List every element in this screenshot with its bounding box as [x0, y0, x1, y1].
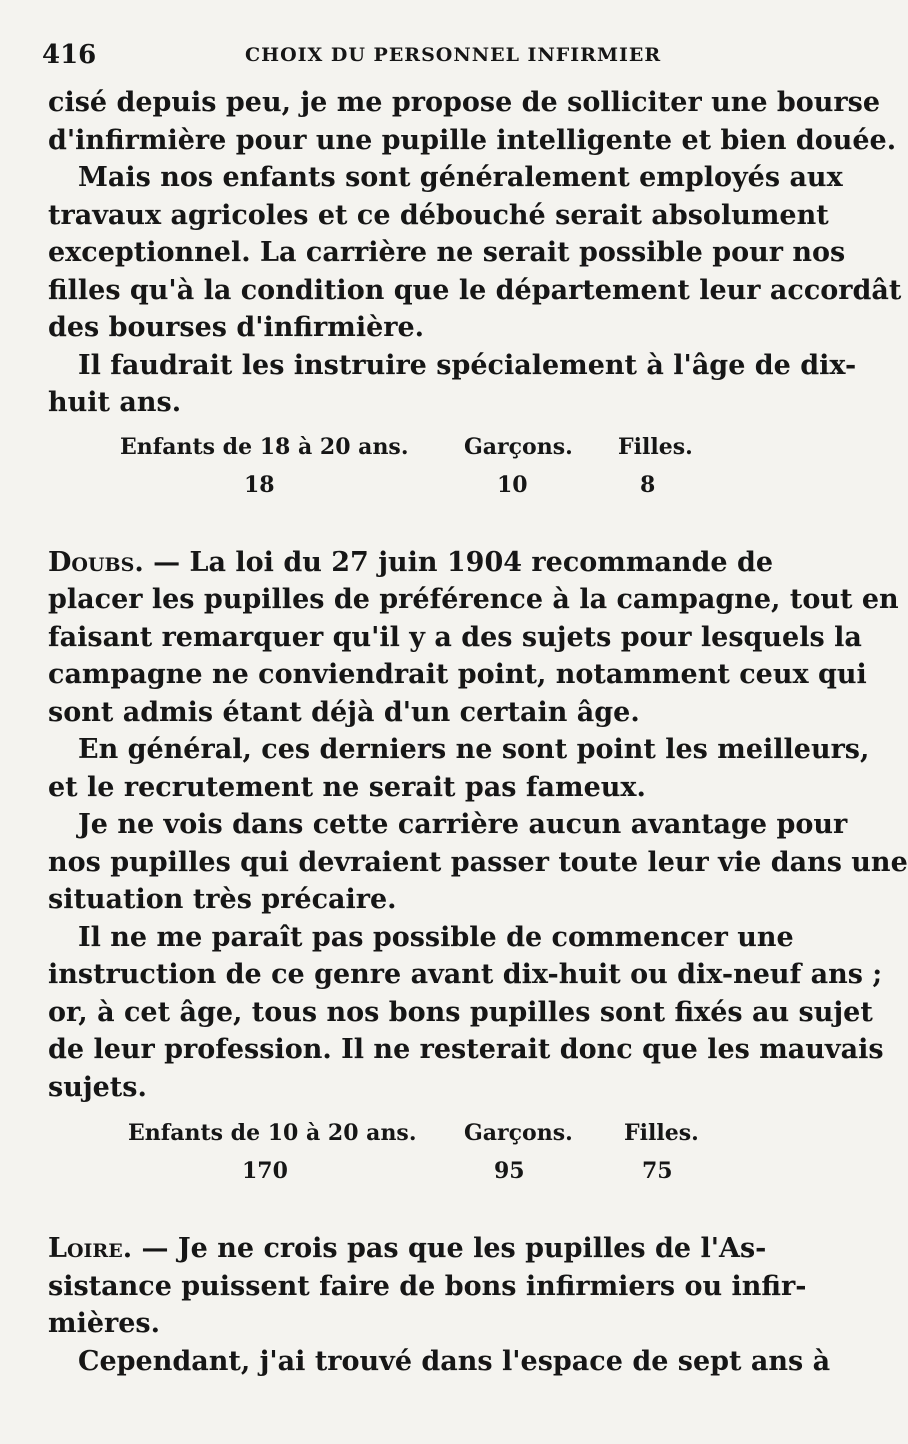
text-line: huit ans. [48, 387, 182, 418]
text-line: cisé depuis peu, je me propose de solliciter une bourse [48, 87, 881, 118]
text-line: situation très précaire. [48, 884, 397, 915]
page-number: 416 [42, 40, 97, 70]
table-value-girls: 75 [642, 1158, 673, 1184]
table-value-boys: 10 [497, 471, 528, 498]
text-line: des bourses d'infirmière. [48, 312, 425, 343]
table-value-children: 18 [244, 471, 275, 498]
text-line: nos pupilles qui devraient passer toute leur vie dans une [48, 846, 908, 878]
text-line: instruction de ce genre avant dix-huit ou dix-neuf ans ; [48, 959, 883, 990]
text-line: de leur profession. Il ne resterait donc que les mauvais [48, 1034, 884, 1065]
table-header-children: Enfants de 10 à 20 ans. [128, 1120, 417, 1146]
text-line: filles qu'à la condition que le département leur accordât [48, 274, 902, 306]
text-line: faisant remarquer qu'il y a des sujets pour lesquels la [48, 621, 862, 653]
department-name: Loire. [48, 1233, 133, 1264]
table-header-boys: Garçons. [464, 433, 573, 460]
department-name: Doubs. [48, 546, 144, 578]
text-line: Je ne vois dans cette carrière aucun avantage pour [78, 809, 848, 840]
text-span: — Je ne crois pas que les pupilles de l'As- [132, 1233, 767, 1264]
running-title: CHOIX DU PERSONNEL INFIRMIER [245, 44, 662, 66]
text-line: sont admis étant déjà d'un certain âge. [48, 696, 640, 728]
page-header [40, 40, 780, 74]
text-line: sujets. [48, 1071, 147, 1103]
text-span: — La loi du 27 juin 1904 recommande de [143, 546, 774, 578]
text-line: campagne ne conviendrait point, notamment ceux qui [48, 659, 867, 690]
text-line [48, 544, 774, 582]
text-line: or, à cet âge, tous nos bons pupilles sont fixés au sujet [48, 996, 873, 1028]
table-header-children: Enfants de 18 à 20 ans. [120, 433, 409, 460]
text-line: Il ne me paraît pas possible de commencer une [78, 921, 794, 953]
table-value-girls: 8 [640, 471, 656, 498]
table-header-girls: Filles. [618, 433, 693, 460]
table-header-boys: Garçons. [464, 1120, 573, 1146]
text-line: En général, ces derniers ne sont point les meilleurs, [78, 734, 870, 765]
table-header-girls: Filles. [624, 1120, 699, 1146]
text-line: placer les pupilles de préférence à la campagne, tout en [48, 584, 899, 615]
table-value-children: 170 [242, 1158, 288, 1184]
text-line: sistance puissent faire de bons infirmiers ou infir- [48, 1270, 807, 1302]
text-line: et le recrutement ne serait pas fameux. [48, 771, 646, 803]
statistics-table-2 [48, 1120, 756, 1230]
statistics-table-1 [48, 434, 756, 544]
text-line: mières. [48, 1308, 161, 1339]
table-value-boys: 95 [494, 1158, 525, 1184]
text-line: Cependant, j'ai trouvé dans l'espace de sept ans à [78, 1345, 831, 1377]
text-line: exceptionnel. La carrière ne serait possible pour nos [48, 237, 846, 268]
text-line [48, 1230, 767, 1268]
text-line: travaux agricoles et ce débouché serait absolument [48, 199, 829, 231]
text-line: d'infirmière pour une pupille intelligente et bien douée. [48, 124, 897, 156]
text-line: Il faudrait les instruire spécialement à l'âge de dix- [78, 349, 857, 381]
text-line: Mais nos enfants sont généralement employés aux [78, 162, 843, 193]
body-text [48, 84, 908, 1380]
